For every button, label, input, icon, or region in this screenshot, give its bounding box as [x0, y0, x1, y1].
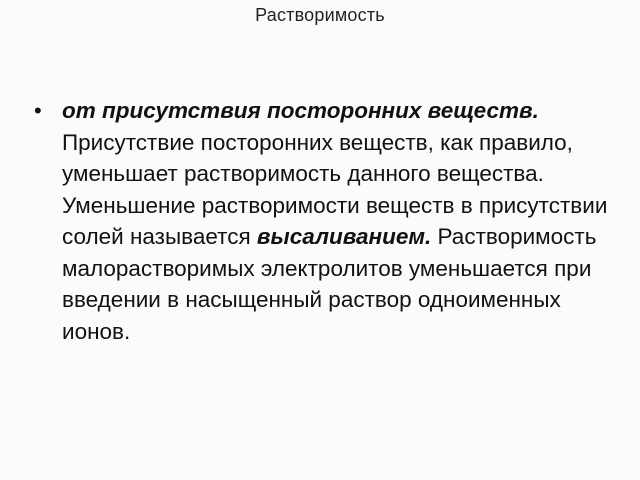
- body-text-1: Присутствие посторонних веществ, как правило, уменьшает растворимость данного вещества. Уменьшение растворимости веществ в присутствии солей называется: [62, 129, 608, 249]
- bullet-text: [62, 95, 614, 347]
- term-salting-out: высаливанием.: [256, 224, 432, 249]
- lead-phrase: от присутствия посторонних веществ.: [62, 98, 539, 123]
- bullet-marker: •: [34, 98, 42, 123]
- body-text-2: Растворимость малорастворимых электролитов уменьшается при введении в насыщенный раствор одноименных ионов.: [62, 224, 597, 344]
- bullet-item: [34, 95, 614, 347]
- slide-title: Растворимость: [255, 5, 385, 25]
